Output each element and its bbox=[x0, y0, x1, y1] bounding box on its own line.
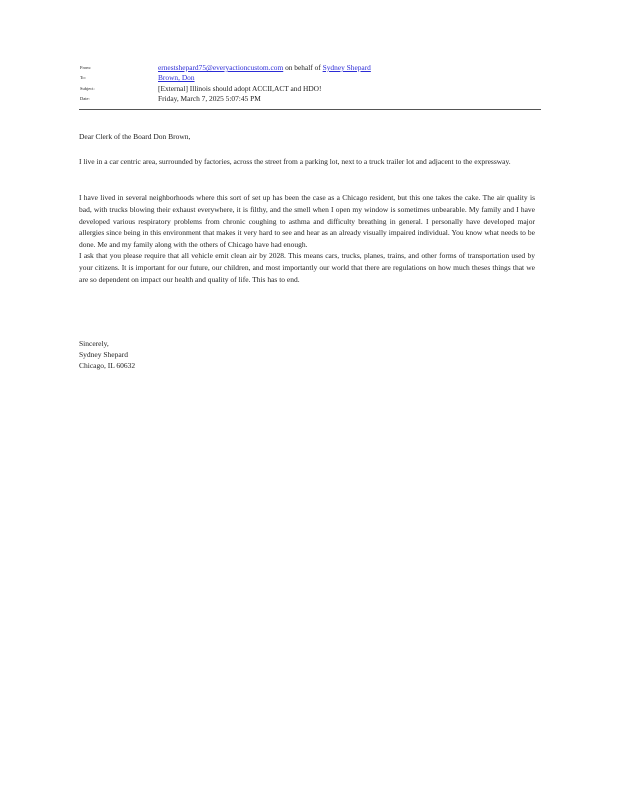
paragraph-1: I live in a car centric area, surrounded by factories, across the street from a parking lot, next to a truck trailer lot and adjacent to the expressway. bbox=[79, 157, 511, 166]
header-to-row bbox=[80, 72, 540, 83]
from-behalf-text: on behalf of bbox=[283, 63, 323, 72]
date-value: Friday, March 7, 2025 5:07:45 PM bbox=[158, 94, 261, 103]
subject-label: Subject: bbox=[80, 86, 95, 91]
signature-city: Chicago, IL 60632 bbox=[79, 361, 136, 370]
to-recipient-link[interactable]: Brown, Don bbox=[158, 73, 195, 82]
to-label: To: bbox=[80, 75, 86, 80]
signature-name: Sydney Shepard bbox=[79, 350, 128, 359]
from-label: From: bbox=[80, 65, 92, 70]
salutation: Dear Clerk of the Board Don Brown, bbox=[79, 132, 191, 141]
date-label: Date: bbox=[80, 96, 90, 101]
header-divider bbox=[79, 109, 541, 110]
from-email-link[interactable]: ernestshepard75@everyactioncustom.com bbox=[158, 63, 284, 72]
header-date-row bbox=[80, 93, 540, 104]
paragraph-2: I have lived in several neighborhoods where this sort of set up has been the case as a Chicago resident, but this one takes the cake. The air quality is bad, with trucks blowing their exhaust everywhere, it is filthy, and the smell when I open my window is sometimes unbearable. My family and I have developed various respiratory problems from chronic coughing to asthma and difficulty breathing in general. I personally have developed major allergies since being in this environment that makes it very hard to see and hear as an already visually impaired individual. You know what needs to be done. Me and my family along with the others of Chicago have had enough. bbox=[79, 193, 535, 250]
paragraph-3: I ask that you please require that all vehicle emit clean air by 2028. This means cars, trucks, planes, trains, and other forms of transportation used by your citizens. It is important for our future, our children, and most importantly our world that there are regulations on how much theses things that we are so dependent on impact our health and quality of life. This has to end. bbox=[79, 251, 535, 284]
closing: Sincerely, bbox=[79, 339, 109, 348]
subject-value: [External] Illinois should adopt ACCII,ACT and HDO! bbox=[158, 84, 322, 93]
from-name-link[interactable]: Sydney Shepard bbox=[322, 63, 371, 72]
